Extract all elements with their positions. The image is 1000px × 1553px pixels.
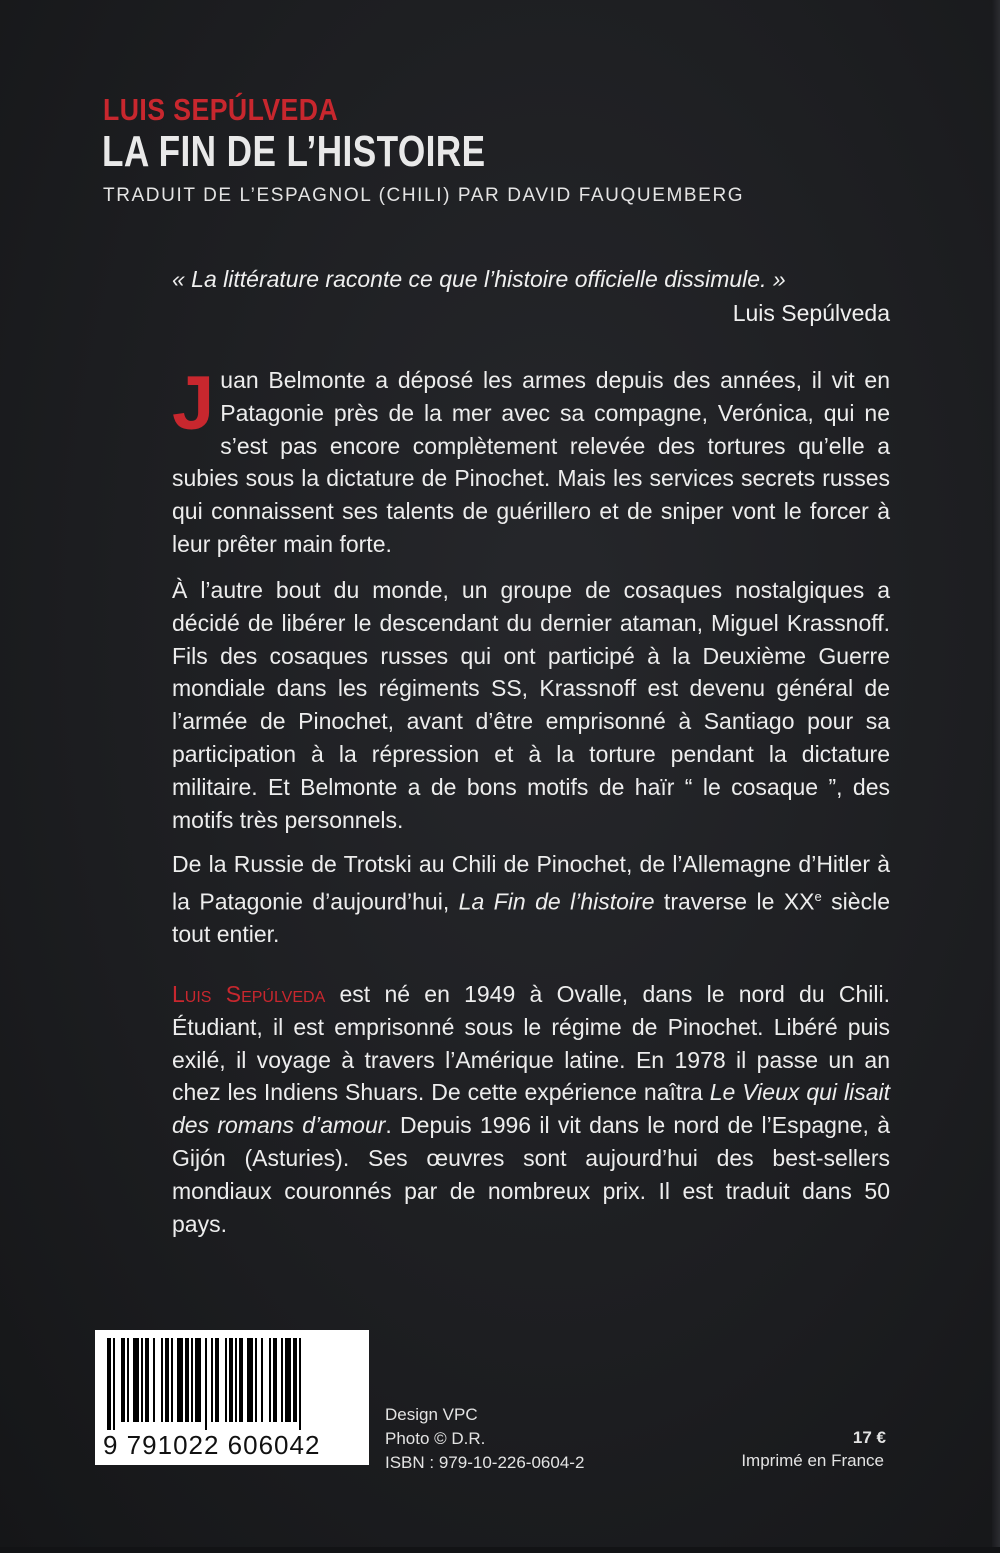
p3-text-mid: traverse le XX bbox=[654, 888, 815, 915]
printed-in: Imprimé en France bbox=[741, 1451, 884, 1470]
drop-cap: J bbox=[172, 361, 215, 446]
bio-text-2: . Depuis 1996 il vit dans le nord de l’Espagne, à Gijón (Asturies). Ses œuvres sont aujourd’hui des best-sellers mondiaux couronnés par de nombreux prix. Il est traduit dans 50 pays. bbox=[172, 1112, 890, 1237]
cover-edge-bottom bbox=[0, 1547, 1000, 1553]
epigraph-quote: « La littérature raconte ce que l’histoire officielle dissimule. » bbox=[172, 266, 786, 292]
summary-paragraph-1-text: uan Belmonte a déposé les armes depuis des années, il vit en Patagonie près de la mer avec sa compagne, Verónica, qui ne s’est pas encore complètement relevée des tortures qu’elle a subies sous la dictature de Pinochet. Mais les services secrets russes qui connaissent ses talents de guérillero et de sniper vont le forcer à leur prêter main forte. bbox=[172, 367, 890, 557]
barcode bbox=[95, 1330, 369, 1465]
barcode-digits: 9 791022 606042 bbox=[103, 1430, 321, 1460]
summary-paragraph-3 bbox=[172, 848, 890, 951]
bio-text-1: est né en 1949 à Ovalle, dans le nord du Chili. Étudiant, il est emprisonné sous le régime de Pinochet. Libéré puis exilé, il voyage à travers l’Amérique latine. En 1978 il passe un an chez les Indiens Shuars. De cette expérience naîtra bbox=[172, 981, 890, 1106]
price: 17 € bbox=[852, 1428, 886, 1447]
p3-superscript: e bbox=[814, 888, 822, 904]
cover-edge-right bbox=[992, 0, 1000, 1553]
bio-book-title: Le Vieux qui lisait des romans d’amour bbox=[172, 1079, 890, 1139]
design-credit: Design VPC bbox=[385, 1405, 478, 1424]
summary-paragraph-1 bbox=[172, 361, 890, 561]
bio-author-name: Luis Sepúlveda bbox=[172, 981, 326, 1007]
barcode-bars bbox=[95, 1330, 369, 1430]
photo-credit: Photo © D.R. bbox=[385, 1429, 486, 1448]
p3-book-title: La Fin de l’histoire bbox=[458, 888, 655, 915]
translator-credit: TRADUIT DE L’ESPAGNOL (CHILI) PAR DAVID FAUQUEMBERG bbox=[103, 185, 745, 206]
book-title: LA FIN DE L’HISTOIRE bbox=[102, 127, 486, 176]
isbn: ISBN : 979-10-226-0604-2 bbox=[385, 1453, 585, 1472]
p3-text-end: siècle tout entier. bbox=[172, 888, 890, 948]
credits bbox=[385, 1403, 584, 1475]
author-bio bbox=[172, 978, 890, 1240]
author-name: LUIS SEPÚLVEDA bbox=[103, 92, 339, 127]
p3-text-start: De la Russie de Trotski au Chili de Pinochet, de l’Allemagne d’Hitler à la Patagonie d’aujourd’hui, bbox=[172, 851, 890, 915]
summary-paragraph-2: À l’autre bout du monde, un groupe de cosaques nostalgiques a décidé de libérer le descendant du dernier ataman, Miguel Krassnoff. Fils des cosaques russes qui ont participé à la Deuxième Guerre mondiale dans les régiments SS, Krassnoff est devenu général de l’armée de Pinochet, avant d’être emprisonné à Santiago pour sa participation à la répression et à la torture pendant la dictature militaire. Et Belmonte a de bons motifs de haïr “ le cosaque ”, des motifs très personnels. bbox=[172, 577, 890, 833]
epigraph-attribution: Luis Sepúlveda bbox=[732, 300, 890, 326]
